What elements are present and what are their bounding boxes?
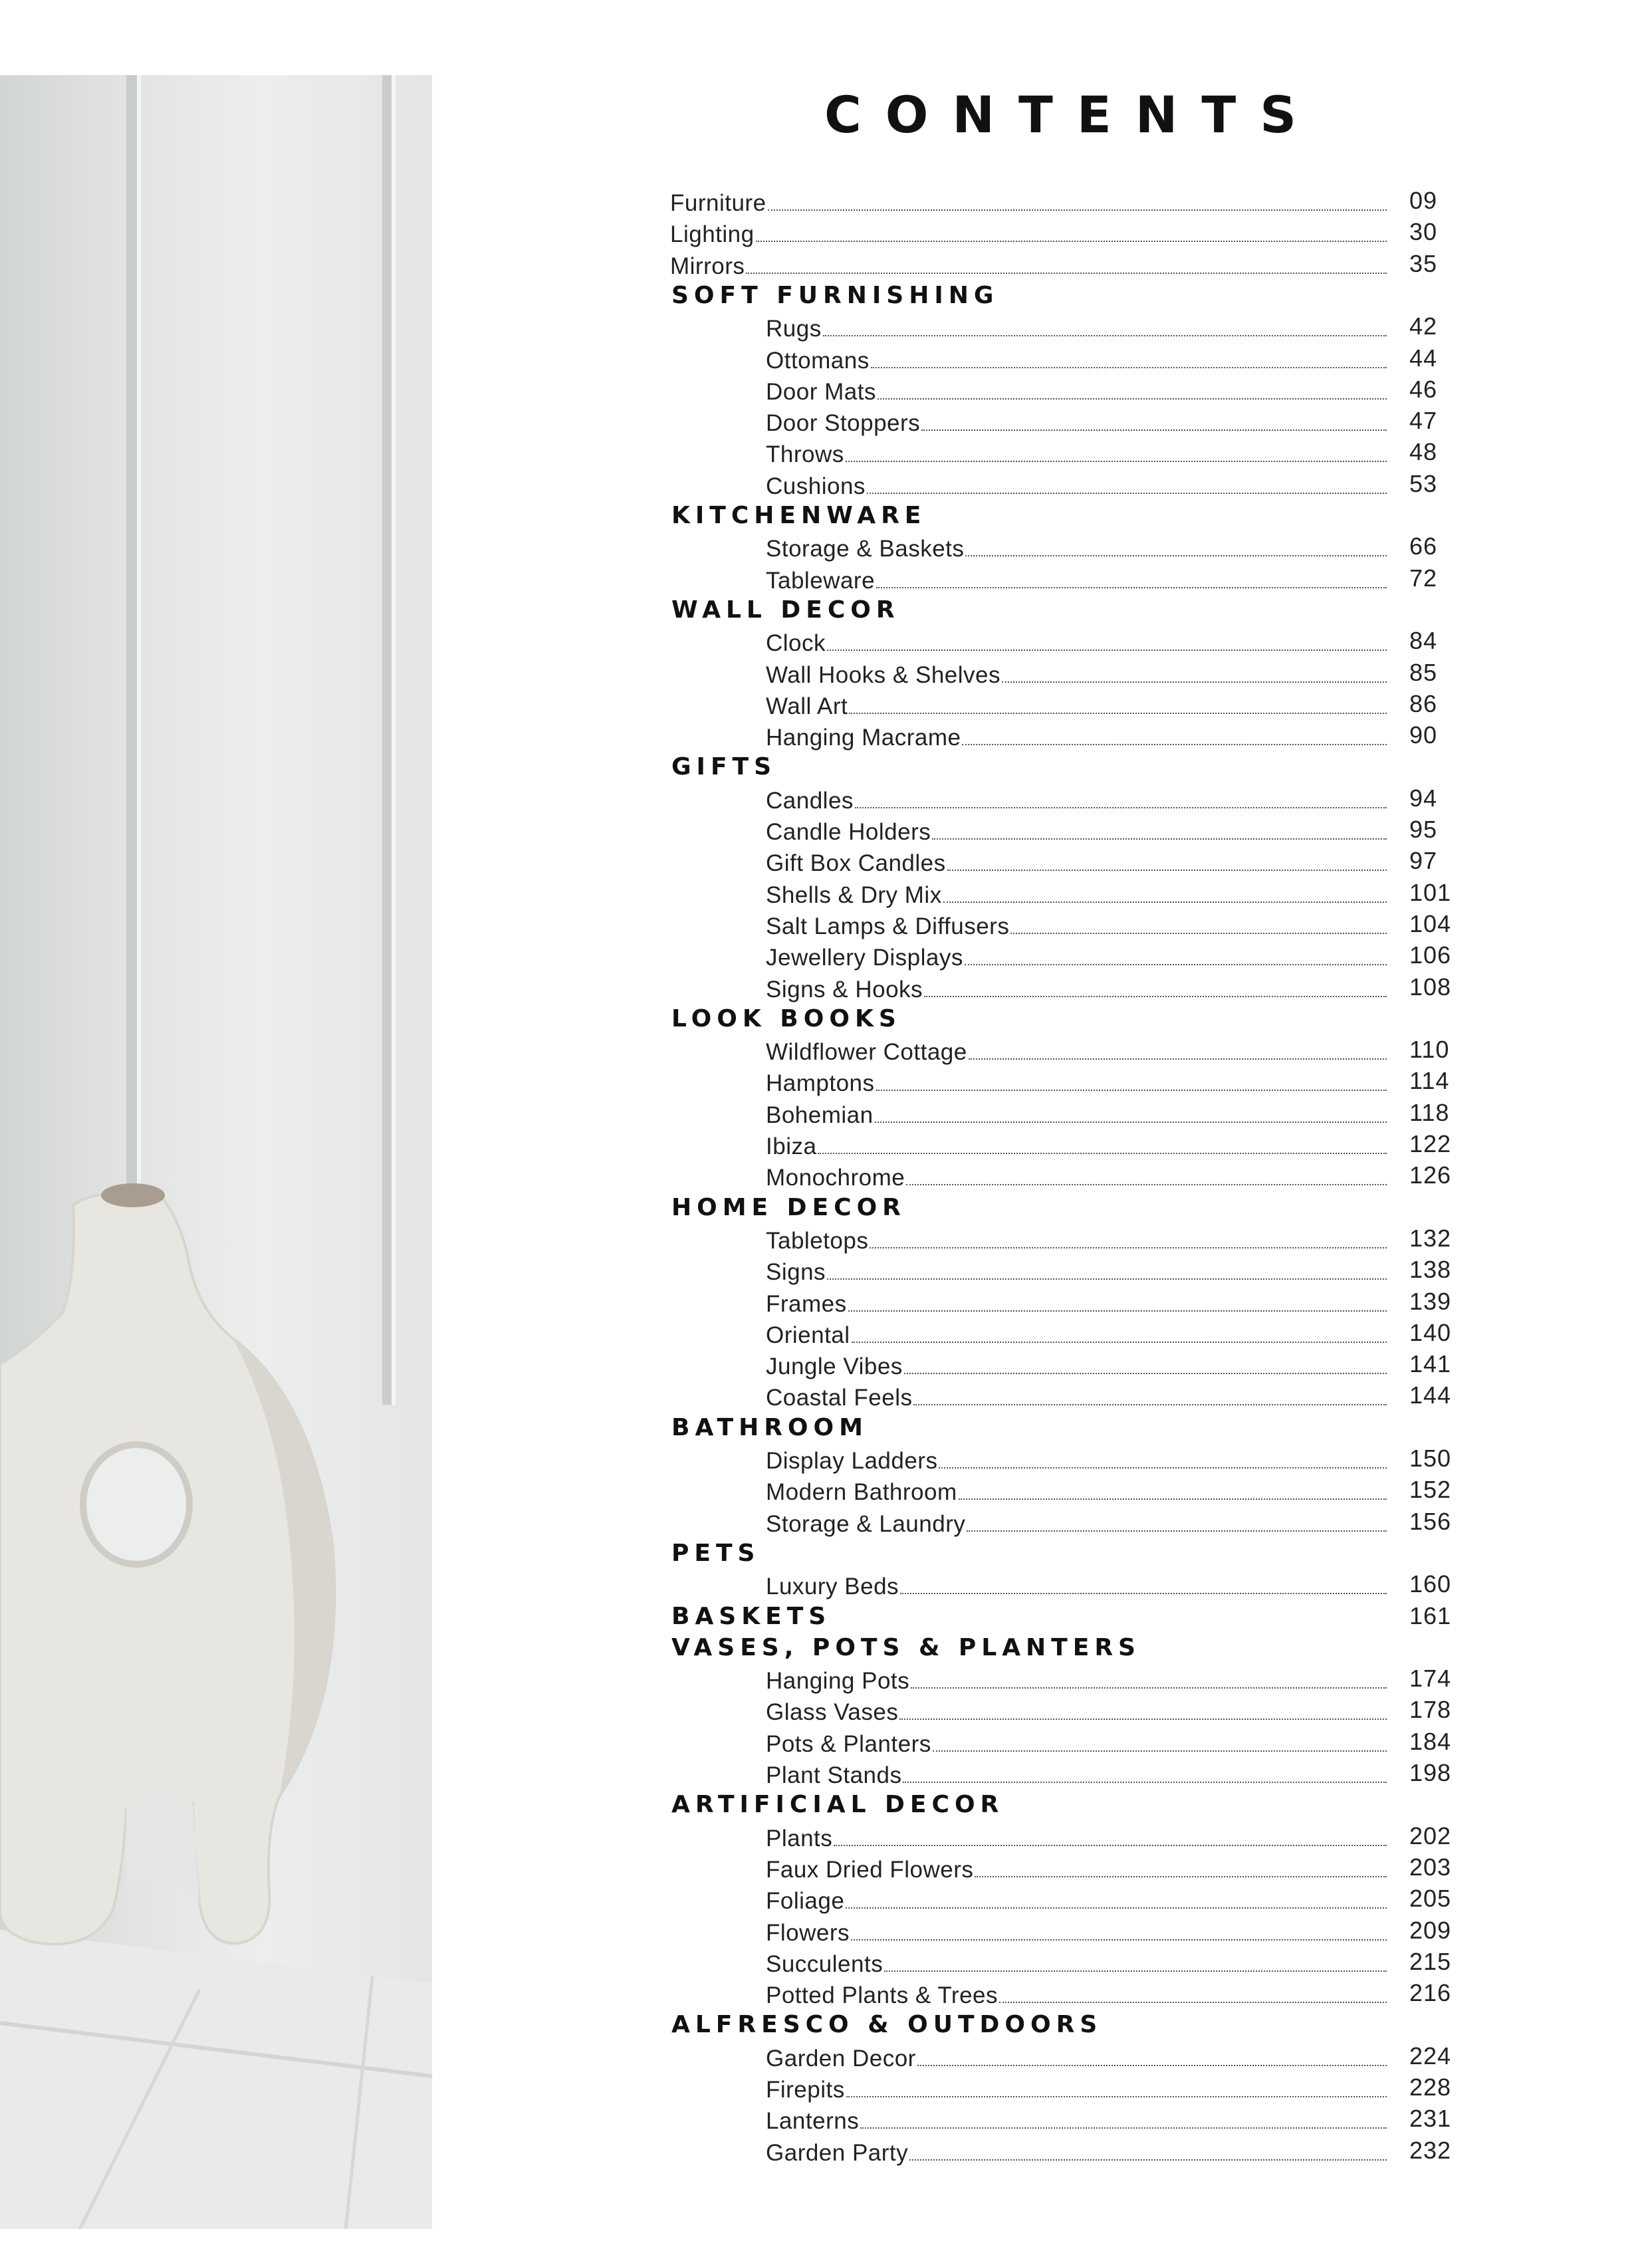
toc-entry-label: Gift Box Candles xyxy=(766,850,946,876)
toc-entry[interactable] xyxy=(766,1315,1389,1347)
page-number: 209 xyxy=(1409,1917,1452,1944)
toc-entry[interactable] xyxy=(766,1944,1389,1976)
dot-leader xyxy=(911,1687,1387,1689)
page-number: 44 xyxy=(1409,344,1438,372)
toc-entry[interactable] xyxy=(766,1818,1389,1850)
dot-leader xyxy=(875,1121,1387,1123)
section-heading: SOFT FURNISHING xyxy=(671,282,999,309)
toc-entry-label: Oriental xyxy=(766,1322,850,1348)
toc-entry[interactable] xyxy=(766,2069,1389,2101)
dot-leader xyxy=(1002,681,1387,683)
toc-entry-label: Wildflower Cottage xyxy=(766,1039,967,1065)
dot-leader xyxy=(975,1875,1387,1877)
page-number: 161 xyxy=(1409,1602,1452,1629)
toc-entry[interactable] xyxy=(766,969,1389,1001)
dot-leader xyxy=(846,2095,1387,2097)
page-number: 106 xyxy=(1409,941,1452,969)
dot-leader xyxy=(965,554,1387,556)
page-number: 09 xyxy=(1409,187,1438,214)
dot-leader xyxy=(867,492,1387,494)
toc-entry[interactable] xyxy=(766,2038,1389,2070)
toc-entry-label: Glass Vases xyxy=(766,1699,899,1725)
dot-leader xyxy=(876,1089,1387,1091)
toc-entry-label: Hamptons xyxy=(766,1070,875,1096)
toc-entry-label: Flowers xyxy=(766,1920,850,1946)
page-number: 224 xyxy=(1409,2042,1452,2069)
page-number: 150 xyxy=(1409,1445,1452,1472)
toc-entry[interactable] xyxy=(766,529,1389,560)
dot-leader xyxy=(870,1246,1387,1248)
dot-leader xyxy=(846,460,1387,462)
toc-entry-label: Candles xyxy=(766,788,854,814)
page-number: 110 xyxy=(1409,1036,1450,1063)
dot-leader xyxy=(848,1310,1387,1312)
toc-entry[interactable] xyxy=(766,1377,1389,1409)
page-number: 90 xyxy=(1409,721,1438,749)
page-number: 203 xyxy=(1409,1853,1452,1881)
dot-leader xyxy=(871,366,1387,368)
toc-entry[interactable] xyxy=(766,2101,1389,2133)
section-heading: WALL DECOR xyxy=(671,596,900,624)
dot-leader xyxy=(999,2001,1387,2003)
toc-entry-label: Signs xyxy=(766,1259,826,1285)
toc-entry-label: Salt Lamps & Diffusers xyxy=(766,913,1010,939)
toc-entry[interactable] xyxy=(766,372,1389,404)
toc-entry-label: Frames xyxy=(766,1291,847,1317)
toc-entry-label: Bohemian xyxy=(766,1102,874,1128)
toc-entry-label: Hanging Pots xyxy=(766,1668,910,1694)
toc-entry[interactable] xyxy=(766,340,1389,372)
dot-leader xyxy=(823,334,1387,336)
dot-leader xyxy=(884,1970,1387,1972)
toc-entry[interactable] xyxy=(766,1157,1389,1189)
dot-leader xyxy=(827,649,1387,651)
toc-entry-label: Ottomans xyxy=(766,348,870,374)
page-number: 178 xyxy=(1409,1696,1452,1723)
dot-leader xyxy=(768,209,1387,211)
toc-entry-label: Mirrors xyxy=(670,253,745,279)
toc-entry-label: Plant Stands xyxy=(766,1762,902,1788)
dot-leader xyxy=(746,272,1387,274)
page-title: CONTENTS xyxy=(824,85,1320,144)
toc-entry[interactable] xyxy=(766,686,1389,718)
toc-entry-label: Cushions xyxy=(766,473,866,499)
page-number: 108 xyxy=(1409,973,1452,1001)
dot-leader xyxy=(913,1403,1387,1405)
toc-entry[interactable] xyxy=(670,214,1389,246)
page-number: 231 xyxy=(1409,2105,1452,2132)
page-number: 114 xyxy=(1409,1067,1450,1094)
toc-entry[interactable] xyxy=(766,1284,1389,1316)
toc-entry[interactable] xyxy=(766,655,1389,687)
toc-entry-label: Display Ladders xyxy=(766,1448,938,1474)
page-number: 139 xyxy=(1409,1288,1452,1315)
page-number: 86 xyxy=(1409,690,1438,717)
toc-entry-label: Furniture xyxy=(670,190,767,216)
page-number: 126 xyxy=(1409,1161,1452,1189)
toc-entry-label: Luxury Beds xyxy=(766,1574,899,1599)
dot-leader xyxy=(924,995,1387,997)
dot-leader xyxy=(903,1781,1387,1783)
dot-leader xyxy=(939,1467,1387,1469)
section-heading: VASES, POTS & PLANTERS xyxy=(671,1634,1141,1661)
toc-entry[interactable] xyxy=(766,906,1389,938)
toc-entry[interactable] xyxy=(766,937,1389,969)
toc-entry[interactable] xyxy=(766,1346,1389,1378)
dot-leader xyxy=(909,2159,1387,2161)
page-number: 84 xyxy=(1409,627,1438,654)
toc-entry[interactable] xyxy=(766,717,1389,749)
page-number: 53 xyxy=(1409,470,1438,497)
dot-leader xyxy=(921,429,1387,431)
toc-entry[interactable] xyxy=(766,1063,1389,1095)
page-number: 228 xyxy=(1409,2073,1452,2101)
page-number: 174 xyxy=(1409,1665,1452,1692)
dot-leader xyxy=(851,1939,1387,1941)
dot-leader xyxy=(900,1592,1387,1594)
dot-leader xyxy=(852,1341,1387,1343)
dot-leader xyxy=(904,1372,1387,1374)
toc-entry[interactable] xyxy=(766,1881,1389,1913)
section-heading: LOOK BOOKS xyxy=(671,1005,901,1032)
dot-leader xyxy=(947,869,1387,871)
dot-leader xyxy=(962,743,1387,745)
page-number: 101 xyxy=(1409,879,1452,906)
dot-leader xyxy=(878,398,1387,400)
page-number: 232 xyxy=(1409,2137,1452,2164)
dot-leader xyxy=(932,838,1387,840)
toc-entry-label: Succulents xyxy=(766,1951,884,1977)
toc-entry[interactable] xyxy=(670,246,1389,278)
dot-leader xyxy=(969,1058,1387,1060)
dot-leader xyxy=(906,1183,1387,1185)
section-heading: ALFRESCO & OUTDOORS xyxy=(671,2011,1103,2038)
toc-entry-label: Candle Holders xyxy=(766,819,931,845)
toc-entry-label: Garden Party xyxy=(766,2140,909,2166)
page-number: 104 xyxy=(1409,910,1452,937)
page-number: 85 xyxy=(1409,659,1438,686)
toc-entry[interactable] xyxy=(766,1913,1389,1945)
toc-entry[interactable] xyxy=(766,560,1389,592)
dot-leader xyxy=(967,1530,1387,1532)
toc-entry-label: Pots & Planters xyxy=(766,1731,931,1757)
dot-leader xyxy=(933,1750,1387,1752)
toc-entry-label: Rugs xyxy=(766,316,822,342)
dot-leader xyxy=(849,712,1387,714)
section-heading: BASKETS xyxy=(671,1603,832,1630)
toc-entry[interactable] xyxy=(766,403,1389,435)
page-number: 156 xyxy=(1409,1508,1452,1535)
page-number: 66 xyxy=(1409,532,1438,560)
section-heading: KITCHENWARE xyxy=(671,502,927,529)
toc-entry[interactable] xyxy=(766,1692,1389,1724)
toc-entry-label: Monochrome xyxy=(766,1165,905,1191)
toc-entry-label: Storage & Baskets xyxy=(766,536,965,562)
page-number: 184 xyxy=(1409,1728,1452,1755)
toc-entry[interactable] xyxy=(766,1504,1389,1536)
page-number: 48 xyxy=(1409,438,1438,465)
toc-entry-label: Garden Decor xyxy=(766,2046,916,2071)
toc-entry-label: Jewellery Displays xyxy=(766,945,963,971)
toc-entry[interactable] xyxy=(670,183,1389,215)
toc-entry[interactable] xyxy=(766,1472,1389,1504)
section-heading: ARTIFICIAL DECOR xyxy=(671,1791,1004,1818)
section-heading: PETS xyxy=(671,1540,761,1567)
toc-entry[interactable] xyxy=(766,1975,1389,2007)
toc-entry[interactable] xyxy=(766,1126,1389,1158)
page-number: 118 xyxy=(1409,1099,1450,1126)
toc-entry[interactable] xyxy=(766,812,1389,844)
page-number: 47 xyxy=(1409,407,1438,434)
page-number: 132 xyxy=(1409,1225,1452,1252)
page-number: 216 xyxy=(1409,1979,1452,2006)
page-number: 30 xyxy=(1409,218,1438,245)
toc-entry[interactable] xyxy=(766,466,1389,498)
toc-entry[interactable] xyxy=(766,1661,1389,1693)
toc-entry-label: Potted Plants & Trees xyxy=(766,1982,999,2008)
toc-entry[interactable] xyxy=(766,1032,1389,1064)
dot-leader xyxy=(834,1844,1387,1846)
toc-entry-label: Hanging Macrame xyxy=(766,725,961,751)
toc-entry[interactable] xyxy=(766,780,1389,812)
dot-leader xyxy=(943,901,1387,903)
dot-leader xyxy=(827,1278,1387,1280)
toc-entry[interactable] xyxy=(766,1221,1389,1252)
page-number: 205 xyxy=(1409,1885,1452,1912)
toc-entry-label: Shells & Dry Mix xyxy=(766,882,942,908)
toc-entry-label: Clock xyxy=(766,630,826,656)
toc-entry[interactable] xyxy=(766,1566,1389,1598)
toc-entry-label: Storage & Laundry xyxy=(766,1511,966,1537)
dot-leader xyxy=(756,240,1387,242)
toc-entry-label: Ibiza xyxy=(766,1133,817,1159)
page-number: 152 xyxy=(1409,1476,1452,1503)
toc-entry[interactable] xyxy=(766,1849,1389,1881)
page-number: 42 xyxy=(1409,312,1438,340)
toc-entry-label: Lighting xyxy=(670,221,755,247)
page-number: 141 xyxy=(1409,1350,1452,1377)
toc-entry-label: Wall Art xyxy=(766,693,848,719)
dot-leader xyxy=(965,963,1387,965)
toc-entry[interactable] xyxy=(766,843,1389,875)
dot-leader xyxy=(876,586,1387,588)
page-number: 140 xyxy=(1409,1319,1452,1346)
toc-entry-label: Jungle Vibes xyxy=(766,1354,903,1379)
page-number: 95 xyxy=(1409,816,1438,843)
page-number: 160 xyxy=(1409,1570,1452,1597)
toc-entry[interactable] xyxy=(766,1755,1389,1787)
toc-entry[interactable] xyxy=(766,434,1389,466)
toc-entry[interactable] xyxy=(766,875,1389,907)
toc-entry-label: Wall Hooks & Shelves xyxy=(766,662,1001,688)
dot-leader xyxy=(860,2127,1387,2129)
dot-leader xyxy=(1010,932,1387,934)
toc-entry-label: Lanterns xyxy=(766,2108,860,2134)
page-number: 46 xyxy=(1409,376,1438,403)
dot-leader xyxy=(959,1498,1387,1500)
dot-leader xyxy=(899,1718,1387,1720)
dot-leader xyxy=(846,1907,1387,1909)
toc-entry[interactable] xyxy=(766,1095,1389,1127)
toc-entry-label: Signs & Hooks xyxy=(766,977,923,1003)
page-number: 35 xyxy=(1409,250,1438,277)
section-heading: GIFTS xyxy=(671,753,777,780)
page-number: 72 xyxy=(1409,564,1438,592)
toc-entry-label: Modern Bathroom xyxy=(766,1479,957,1505)
toc-entry[interactable] xyxy=(766,1724,1389,1756)
toc-entry-label: Tabletops xyxy=(766,1228,869,1254)
toc-entry-label: Door Mats xyxy=(766,379,876,405)
page-number: 138 xyxy=(1409,1256,1452,1283)
page-number: 202 xyxy=(1409,1822,1452,1849)
toc-entry-label: Throws xyxy=(766,441,844,467)
toc-entry[interactable] xyxy=(766,2133,1389,2165)
toc-entry-label: Foliage xyxy=(766,1888,845,1914)
page-number: 144 xyxy=(1409,1381,1452,1409)
page-number: 198 xyxy=(1409,1759,1452,1786)
dot-leader xyxy=(855,806,1387,808)
page-number: 122 xyxy=(1409,1130,1452,1157)
toc-entry-label: Door Stoppers xyxy=(766,410,921,436)
section-heading: HOME DECOR xyxy=(671,1194,906,1221)
page-number: 97 xyxy=(1409,847,1438,874)
dot-leader xyxy=(818,1152,1387,1154)
section-heading: BATHROOM xyxy=(671,1414,868,1441)
page-number: 94 xyxy=(1409,784,1438,812)
toc-entry[interactable] xyxy=(766,623,1389,655)
toc-entry-label: Coastal Feels xyxy=(766,1385,913,1411)
toc-entry[interactable] xyxy=(766,1441,1389,1473)
dot-leader xyxy=(917,2064,1387,2066)
page-number: 215 xyxy=(1409,1948,1452,1975)
toc-entry-label: Firepits xyxy=(766,2077,845,2103)
toc-entry[interactable] xyxy=(766,308,1389,340)
toc-entry-label: Plants xyxy=(766,1826,833,1851)
toc-entry-label: Faux Dried Flowers xyxy=(766,1857,974,1883)
toc-entry[interactable] xyxy=(766,1252,1389,1284)
toc-entry-label: Tableware xyxy=(766,568,876,594)
